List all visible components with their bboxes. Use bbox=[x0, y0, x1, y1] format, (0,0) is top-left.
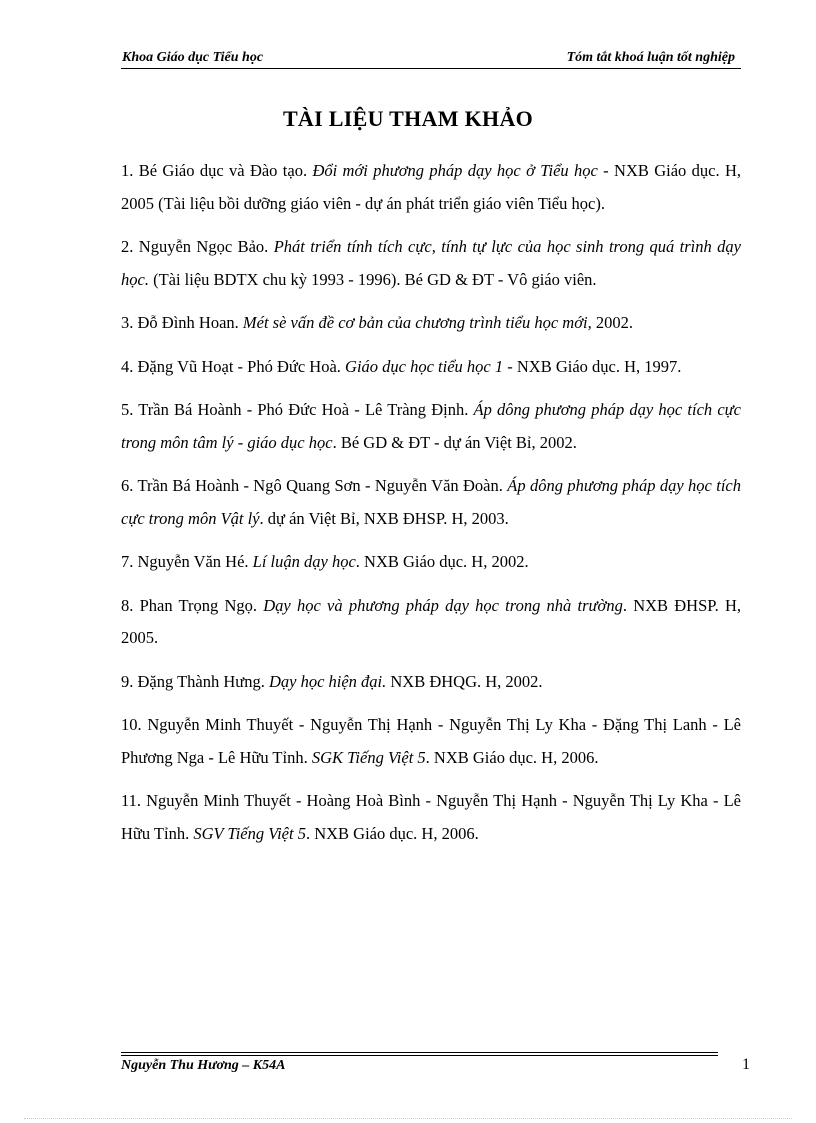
reference-title: Mét sè vấn đề cơ bản của chương trình tiểu học mới, bbox=[242, 313, 592, 332]
reference-title: Lí luận dạy học bbox=[252, 552, 356, 571]
reference-item bbox=[121, 590, 741, 655]
reference-item bbox=[121, 307, 741, 340]
page-number: 1 bbox=[742, 1056, 750, 1073]
reference-publisher: NXB Giáo dục. H, 2005 (Tài liệu bồi dưỡng giáo viên - dự án phát triển giáo viên Tiểu học). bbox=[121, 161, 742, 213]
reference-title: SGV Tiếng Việt 5 bbox=[193, 823, 306, 843]
reference-title: Áp dông phương pháp dạy học tích cực trong môn tâm lý - giáo dục học bbox=[121, 400, 741, 452]
reference-publisher: . dự án Việt Bỉ, NXB ĐHSP. H, 2003. bbox=[259, 508, 509, 528]
reference-publisher: NXB ĐHQG. H, 2002. bbox=[386, 671, 543, 691]
reference-authors: 11. Nguyễn Minh Thuyết - Hoàng Hoà Bình - Nguyễn Thị Hạnh - Nguyễn Thị Ly Kha - Lê Hữu Tỉnh. bbox=[121, 791, 741, 843]
reference-authors: 8. Phan Trọng Ngọ. bbox=[121, 595, 264, 615]
reference-authors: 5. Trần Bá Hoành - Phó Đức Hoà - Lê Tràng Định. bbox=[121, 400, 474, 419]
reference-item bbox=[121, 709, 741, 774]
reference-item bbox=[121, 666, 741, 699]
reference-publisher: (Tài liệu BDTX chu kỳ 1993 - 1996). Bé GD & ĐT - Vô giáo viên. bbox=[148, 269, 597, 289]
reference-title: Phát triển tính tích cực, tính tự lực của học sinh trong quá trình dạy học. bbox=[121, 237, 741, 289]
reference-item bbox=[121, 785, 741, 850]
reference-publisher: . NXB Giáo dục. H, 2006. bbox=[305, 823, 479, 843]
reference-title: Dạy học hiện đại. bbox=[268, 671, 387, 691]
reference-publisher: . NXB ĐHSP. H, 2005. bbox=[121, 595, 742, 647]
reference-authors: 3. Đỗ Đình Hoan. bbox=[121, 313, 243, 332]
reference-item bbox=[121, 394, 741, 459]
reference-item bbox=[121, 231, 741, 296]
page-title: TÀI LIỆU THAM KHẢO bbox=[282, 106, 534, 131]
reference-publisher: . Bé GD & ĐT - dự án Việt Bỉ, 2002. bbox=[332, 432, 577, 452]
reference-list bbox=[121, 155, 741, 861]
reference-authors: 4. Đặng Vũ Hoạt - Phó Đức Hoà. bbox=[121, 356, 346, 376]
reference-publisher: . NXB Giáo dục. H, 2006. bbox=[425, 747, 599, 767]
reference-authors: 6. Trần Bá Hoành - Ngô Quang Sơn - Nguyễn Văn Đoàn. bbox=[121, 476, 508, 495]
footer-rule-second bbox=[121, 1055, 718, 1056]
reference-title: Giáo dục học tiểu học 1 bbox=[345, 356, 504, 376]
reference-authors: 10. Nguyễn Minh Thuyết - Nguyễn Thị Hạnh - Nguyễn Thị Ly Kha - Đặng Thị Lanh - Lê Phương Nga - Lê Hữu Tỉnh. bbox=[121, 715, 741, 767]
reference-title: Đổi mới phương pháp dạy học ở Tiểu học - bbox=[312, 161, 609, 180]
header-rule bbox=[121, 68, 741, 69]
footer-author: Nguyễn Thu Hương – K54A bbox=[121, 1058, 286, 1073]
reference-item bbox=[121, 351, 741, 384]
reference-authors: 9. Đặng Thành Hưng. bbox=[121, 671, 269, 691]
page-edge-dotted-line bbox=[24, 1118, 792, 1119]
reference-item bbox=[121, 546, 741, 579]
reference-title: SGK Tiếng Việt 5 bbox=[311, 747, 426, 767]
reference-item bbox=[121, 470, 741, 535]
page-footer bbox=[121, 1048, 750, 1088]
reference-authors: 7. Nguyễn Văn Hé. bbox=[121, 552, 253, 571]
reference-title: Áp dông phương pháp dạy học tích cực trong môn Vật lý bbox=[121, 476, 741, 528]
reference-publisher: . NXB Giáo dục. H, 2002. bbox=[355, 552, 529, 571]
reference-item bbox=[121, 155, 741, 220]
reference-publisher: - NXB Giáo dục. H, 1997. bbox=[503, 356, 682, 376]
reference-title: Dạy học và phương pháp dạy học trong nhà trường bbox=[263, 595, 623, 615]
reference-publisher: 2002. bbox=[591, 313, 633, 332]
header-faculty: Khoa Giáo dục Tiểu học bbox=[122, 50, 264, 65]
reference-authors: 1. Bé Giáo dục và Đào tạo. bbox=[121, 161, 313, 180]
header-document-type: Tóm tắt khoá luận tốt nghiệp bbox=[566, 50, 735, 65]
footer-rule bbox=[121, 1052, 718, 1053]
reference-authors: 2. Nguyễn Ngọc Bảo. bbox=[121, 237, 274, 256]
page-header bbox=[121, 46, 741, 70]
